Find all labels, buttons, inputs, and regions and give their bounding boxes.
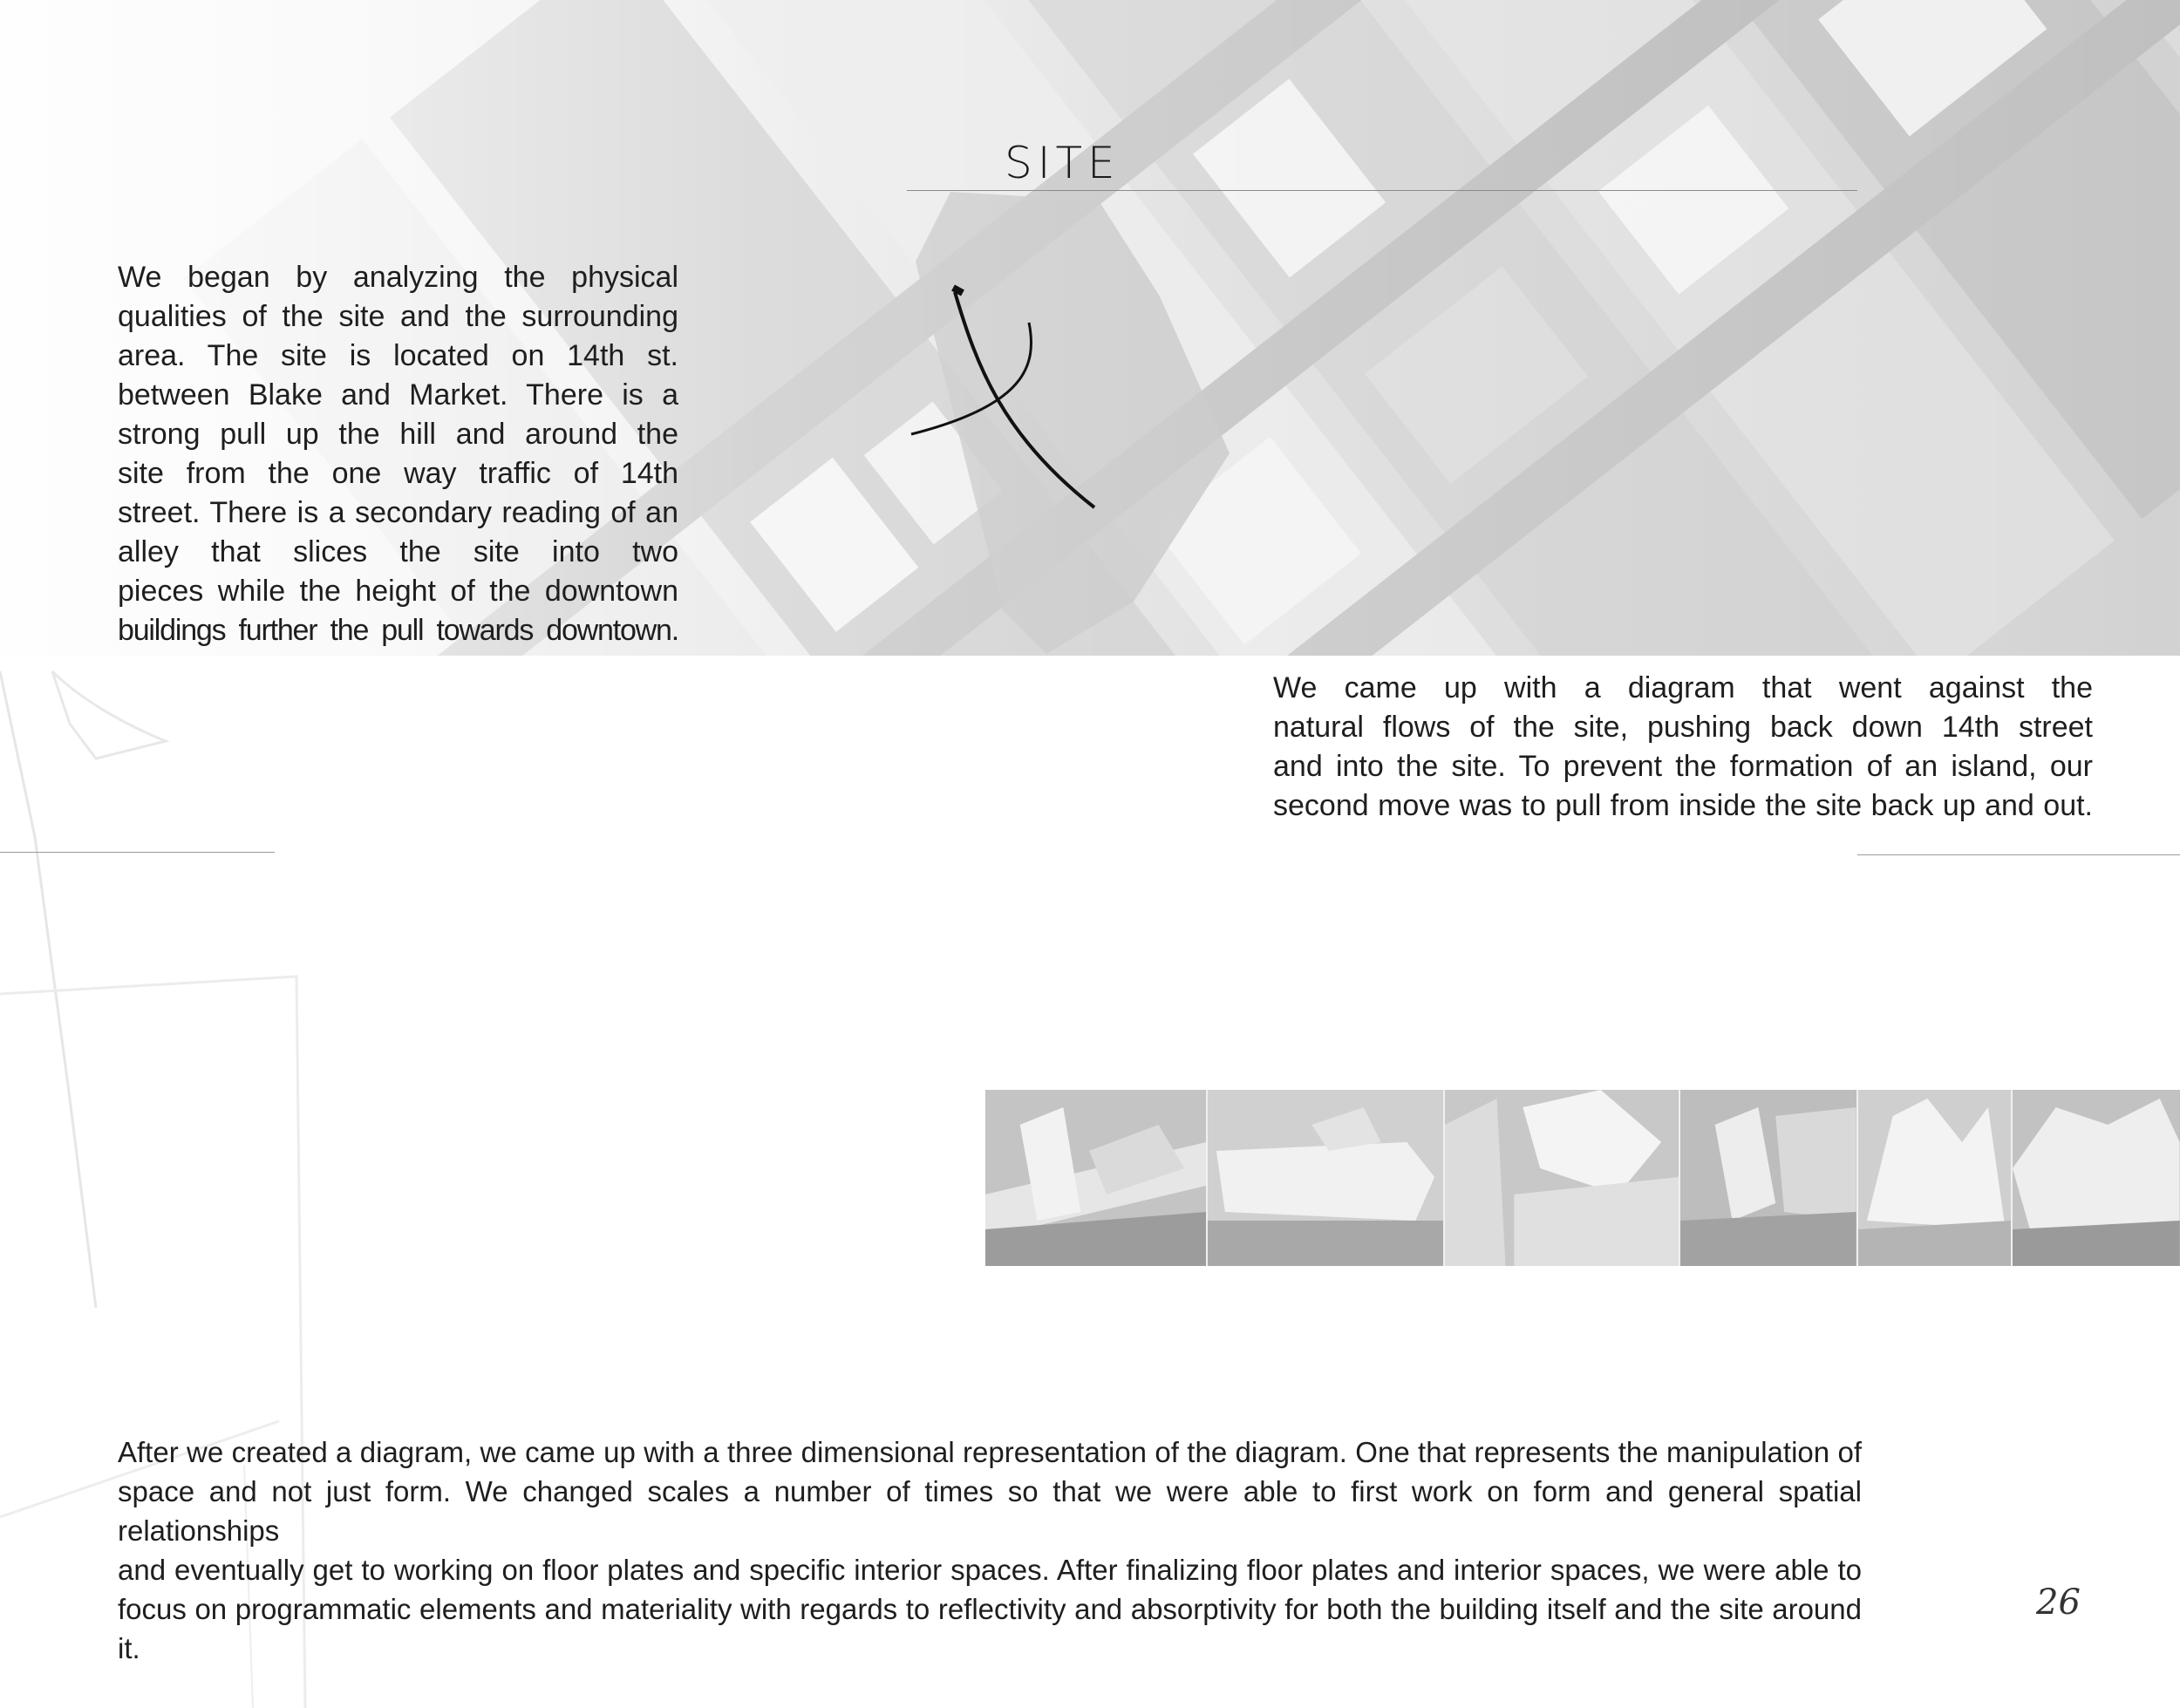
model-photo	[1445, 1090, 1680, 1266]
text-line: qualities of the site and the surrounding	[118, 300, 678, 333]
site-analysis-paragraph	[118, 258, 678, 650]
text-line: second move was to pull from inside the site back up and out.	[1273, 789, 2093, 822]
text-line: alley that slices the site into two	[118, 535, 678, 568]
text-line: We began by analyzing the physical	[118, 261, 678, 294]
text-line: natural flows of the site, pushing back down 14th street	[1273, 711, 2093, 744]
text-line: and into the site. To prevent the formation of an island, our	[1273, 750, 2093, 783]
model-paragraph	[118, 1432, 1862, 1668]
right-divider	[1857, 854, 2180, 855]
model-photo	[1208, 1090, 1445, 1266]
text-line: focus on programmatic elements and materiality with regards to reflectivity and absorptivity for both the building itself and the site around it.	[118, 1593, 1862, 1664]
model-photo-image	[1445, 1090, 1679, 1266]
text-line: street. There is a secondary reading of an	[118, 496, 678, 529]
text-line: buildings further the pull towards downtown.	[118, 614, 678, 647]
page-title: SITE	[1005, 138, 1121, 188]
text-line: space and not just form. We changed scales a number of times so that we were able to first work on form and general spatial relationships	[118, 1475, 1862, 1547]
text-line: After we created a diagram, we came up with a three dimensional representation of the diagram. One that represents the manipulation of	[118, 1436, 1862, 1468]
page-number: 26	[2036, 1582, 2081, 1623]
model-photo	[1680, 1090, 1858, 1266]
model-photo-image	[2013, 1090, 2180, 1266]
text-line: site from the one way traffic of 14th	[118, 457, 678, 490]
diagram-paragraph	[1273, 669, 2093, 826]
text-line: We came up with a diagram that went against the	[1273, 671, 2093, 704]
model-photo-image	[1680, 1090, 1856, 1266]
left-divider	[0, 852, 275, 853]
model-photo	[2013, 1090, 2180, 1266]
text-line: strong pull up the hill and around the	[118, 418, 678, 451]
text-line: between Blake and Market. There is a	[118, 378, 678, 412]
text-line: and eventually get to working on floor plates and specific interior spaces. After finalizing floor plates and interior spaces, we were able to	[118, 1554, 1862, 1586]
title-divider	[907, 190, 1857, 191]
model-photo-strip	[985, 1090, 2180, 1266]
model-photo	[1858, 1090, 2013, 1266]
text-line: area. The site is located on 14th st.	[118, 339, 678, 372]
model-photo-image	[1858, 1090, 2012, 1266]
model-photo-image	[985, 1090, 1206, 1266]
model-photo-image	[1208, 1090, 1443, 1266]
text-line: pieces while the height of the downtown	[118, 575, 678, 608]
model-photo	[985, 1090, 1208, 1266]
